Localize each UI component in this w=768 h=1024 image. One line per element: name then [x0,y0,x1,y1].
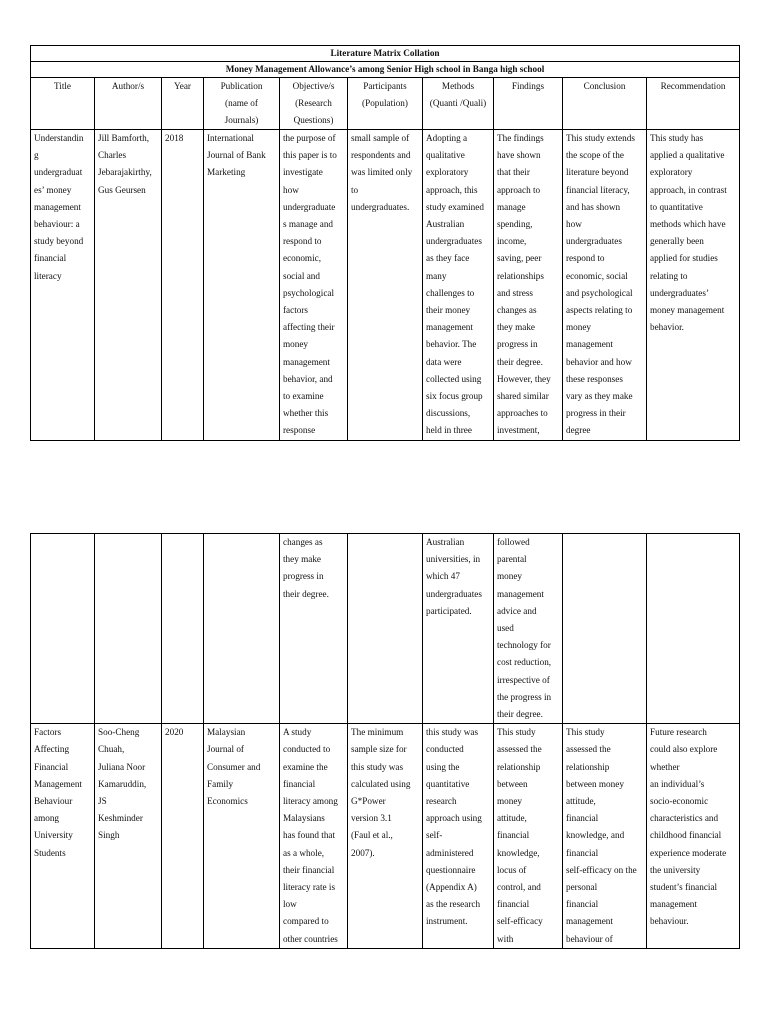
row2-objective: A study conducted to examine the financial literacy among Malaysians has found that as a whole, their financial literacy rate is low compared to other countries [280,724,348,949]
row1-cont-participants [348,534,423,724]
matrix-title: Literature Matrix Collation [31,46,740,62]
row1-objective: the purpose of this paper is to investigate how undergraduate s manage and respond to economic, social and psychological factors affecting their money management behavior, and to examine whether this response [280,130,348,441]
table-row [31,130,740,441]
row2-authors: Soo-Cheng Chuah, Juliana Noor Kamaruddin, JS Keshminder Singh [95,724,162,949]
row1-cont-conclusion [563,534,647,724]
row1-title: Understandin g undergraduat es’ money management behaviour: a study beyond financial literacy [31,130,95,441]
table-row [31,724,740,949]
header-findings: Findings [494,78,563,130]
row2-year: 2020 [162,724,204,949]
row1-recommendation: This study has applied a qualitative exploratory approach, in contrast to quantitative methods which have generally been applied for studies relating to undergraduates’ money management behavior. [647,130,740,441]
row1-cont-methods: Australian universities, in which 47 undergraduates participated. [423,534,494,724]
row1-cont-publication [204,534,280,724]
row1-year: 2018 [162,130,204,441]
row1-cont-objective: changes as they make progress in their degree. [280,534,348,724]
header-authors: Author/s [95,78,162,130]
header-publication: Publication (name of Journals) [204,78,280,130]
header-year: Year [162,78,204,130]
row2-participants: The minimum sample size for this study was calculated using G*Power version 3.1 (Faul et al., 2007). [348,724,423,949]
row1-authors: Jill Bamforth, Charles Jebarajakirthy, Gus Geursen [95,130,162,441]
row1-cont-recommendation [647,534,740,724]
literature-matrix-table-page1 [30,45,740,441]
row2-title: Factors Affecting Financial Management Behaviour among University Students [31,724,95,949]
row1-publication: International Journal of Bank Marketing [204,130,280,441]
row1-conclusion: This study extends the scope of the literature beyond financial literacy, and has shown how undergraduates respond to economic, social and psychological aspects relating to money management behavior and how these responses vary as they make progress in their degree [563,130,647,441]
literature-matrix-table-page2 [30,533,740,949]
header-conclusion: Conclusion [563,78,647,130]
row2-conclusion: This study assessed the relationship between money attitude, financial knowledge, and financial self-efficacy on the personal financial management behaviour of [563,724,647,949]
row1-cont-authors [95,534,162,724]
header-title: Title [31,78,95,130]
matrix-subtitle: Money Management Allowance’s among Senior High school in Banga high school [31,62,740,78]
row2-recommendation: Future research could also explore whether an individual’s socio-economic characteristics and childhood financial experience moderate the university student’s financial management behaviour. [647,724,740,949]
row1-methods: Adopting a qualitative exploratory approach, this study examined Australian undergraduates as they face many challenges to their money management behavior. The data were collected using six focus group discussions, held in three [423,130,494,441]
row2-methods: this study was conducted using the quantitative research approach using self- administered questionnaire (Appendix A) as the research instrument. [423,724,494,949]
header-recommendation: Recommendation [647,78,740,130]
table-row [31,534,740,724]
header-participants: Participants (Population) [348,78,423,130]
row1-participants: small sample of respondents and was limited only to undergraduates. [348,130,423,441]
header-methods: Methods (Quanti /Quali) [423,78,494,130]
header-objectives: Objective/s (Research Questions) [280,78,348,130]
row2-publication: Malaysian Journal of Consumer and Family Economics [204,724,280,949]
header-row [31,78,740,130]
row1-cont-findings: followed parental money management advice and used technology for cost reduction, irrespective of the progress in their degree. [494,534,563,724]
row2-findings: This study assessed the relationship between money attitude, financial knowledge, locus of control, and financial self-efficacy with [494,724,563,949]
row1-cont-year [162,534,204,724]
row1-cont-title [31,534,95,724]
row1-findings: The findings have shown that their approach to manage spending, income, saving, peer relationships and stress changes as they make progress in their degree. However, they shared similar approaches to investment, [494,130,563,441]
